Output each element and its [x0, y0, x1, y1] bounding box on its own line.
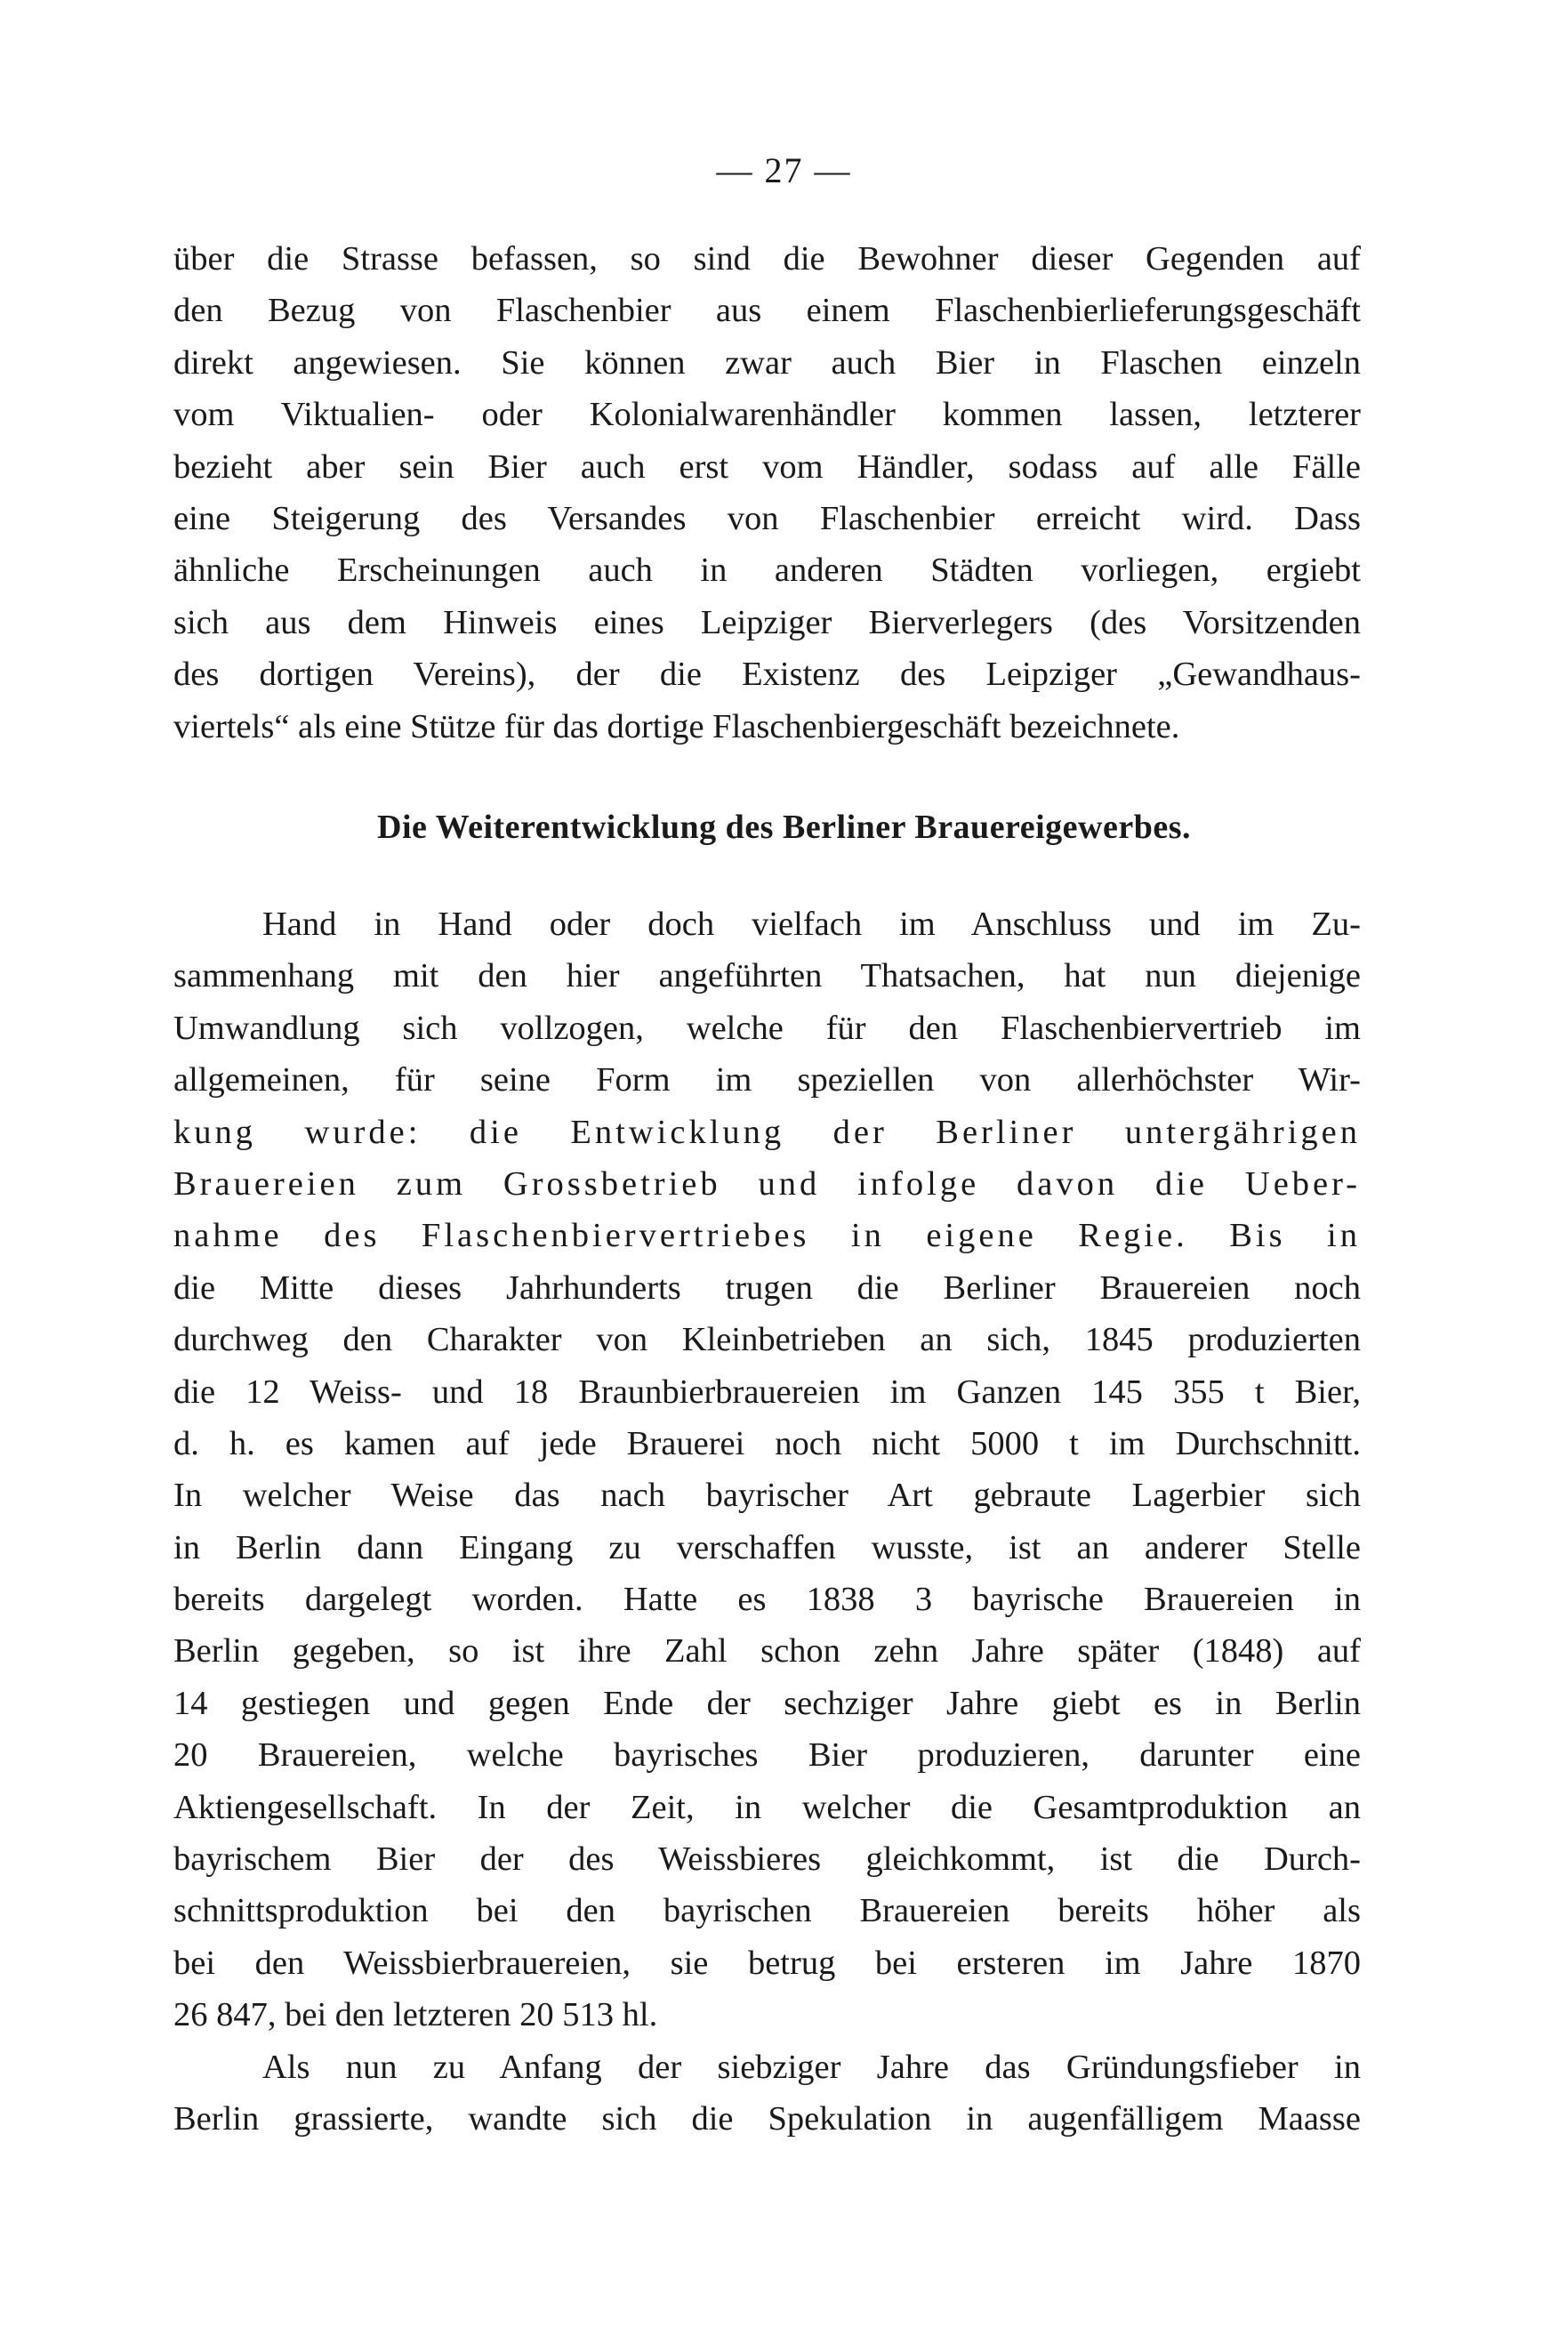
text-line: Brauereien zum Grossbetrieb und infolge davon die Ueber- — [173, 1164, 1361, 1203]
text-line: den Bezug von Flaschenbier aus einem Flaschenbierlieferungsgeschäft — [173, 292, 1361, 330]
text-line: d. h. es kamen auf jede Brauerei noch nicht 5000 t im Durchschnitt. — [173, 1424, 1361, 1462]
text-line: kung wurde: die Entwicklung der Berliner untergährigen — [173, 1113, 1361, 1151]
page-number: — 27 — — [716, 150, 852, 190]
text-line: Als nun zu Anfang der siebziger Jahre das Gründungsfieber in — [262, 2048, 1361, 2086]
text-line: sammenhang mit den hier angeführten Thatsachen, hat nun diejenige — [173, 957, 1361, 995]
text-line: durchweg den Charakter von Kleinbetrieben an sich, 1845 produzierten — [173, 1321, 1361, 1359]
text-line: direkt angewiesen. Sie können zwar auch Bier in Flaschen einzeln — [173, 343, 1361, 382]
text-line: schnittsproduktion bei den bayrischen Brauereien bereits höher als — [173, 1892, 1361, 1930]
text-line: bezieht aber sein Bier auch erst vom Händler, sodass auf alle Fälle — [173, 447, 1361, 486]
text-line: bereits dargelegt worden. Hatte es 1838 3 bayrische Brauereien in — [173, 1581, 1361, 1619]
section-heading: Die Weiterentwicklung des Berliner Brauereigewerbes. — [377, 809, 1191, 846]
text-line: Berlin grassierte, wandte sich die Spekulation in augenfälligem Maasse — [173, 2099, 1361, 2138]
text-line: Berlin gegeben, so ist ihre Zahl schon zehn Jahre später (1848) auf — [173, 1632, 1361, 1671]
text-line: die Mitte dieses Jahrhunderts trugen die Berliner Brauereien noch — [173, 1268, 1361, 1307]
paragraph-1 — [173, 233, 1361, 753]
text-line: in Berlin dann Eingang zu verschaffen wusste, ist an anderer Stelle — [173, 1528, 1361, 1566]
text-line: Hand in Hand oder doch vielfach im Anschluss und im Zu- — [262, 906, 1361, 943]
text-line: ähnliche Erscheinungen auch in anderen Städten vorliegen, ergiebt — [173, 552, 1361, 590]
text-line: bei den Weissbierbrauereien, sie betrug bei ersteren im Jahre 1870 — [173, 1944, 1361, 1982]
text-line: des dortigen Vereins), der die Existenz des Leipziger „Gewandhaus- — [173, 656, 1361, 694]
text-line: über die Strasse befassen, so sind die Bewohner dieser Gegenden auf — [173, 240, 1361, 278]
text-line: Umwandlung sich vollzogen, welche für den Flaschenbiervertrieb im — [173, 1009, 1361, 1047]
text-line: Aktiengesellschaft. In der Zeit, in welcher die Gesamtproduktion an — [173, 1788, 1361, 1826]
text-line: 26 847, bei den letzteren 20 513 hl. — [173, 1996, 658, 2034]
text-line: 14 gestiegen und gegen Ende der sechziger Jahre giebt es in Berlin — [173, 1684, 1361, 1722]
paragraph-2 — [173, 898, 1361, 2145]
text-line: eine Steigerung des Versandes von Flaschenbier erreicht wird. Dass — [173, 499, 1361, 537]
text-line: sich aus dem Hinweis eines Leipziger Bierverlegers (des Vorsitzenden — [173, 603, 1361, 641]
text-line: 20 Brauereien, welche bayrisches Bier produzieren, darunter eine — [173, 1736, 1361, 1775]
text-line: viertels“ als eine Stütze für das dortige Flaschenbiergeschäft bezeichnete. — [173, 707, 1180, 745]
text-line: bayrischem Bier der des Weissbieres gleichkommt, ist die Durch- — [173, 1840, 1361, 1879]
text-line: die 12 Weiss- und 18 Braunbierbrauereien im Ganzen 145 355 t Bier, — [173, 1373, 1361, 1411]
text-line: allgemeinen, für seine Form im speziellen von allerhöchster Wir- — [173, 1061, 1361, 1099]
text-line: nahme des Flaschenbiervertriebes in eigene Regie. Bis in — [173, 1217, 1361, 1255]
text-line: In welcher Weise das nach bayrischer Art gebraute Lagerbier sich — [173, 1477, 1361, 1515]
text-line: vom Viktualien- oder Kolonialwarenhändler kommen lassen, letzterer — [173, 396, 1361, 434]
